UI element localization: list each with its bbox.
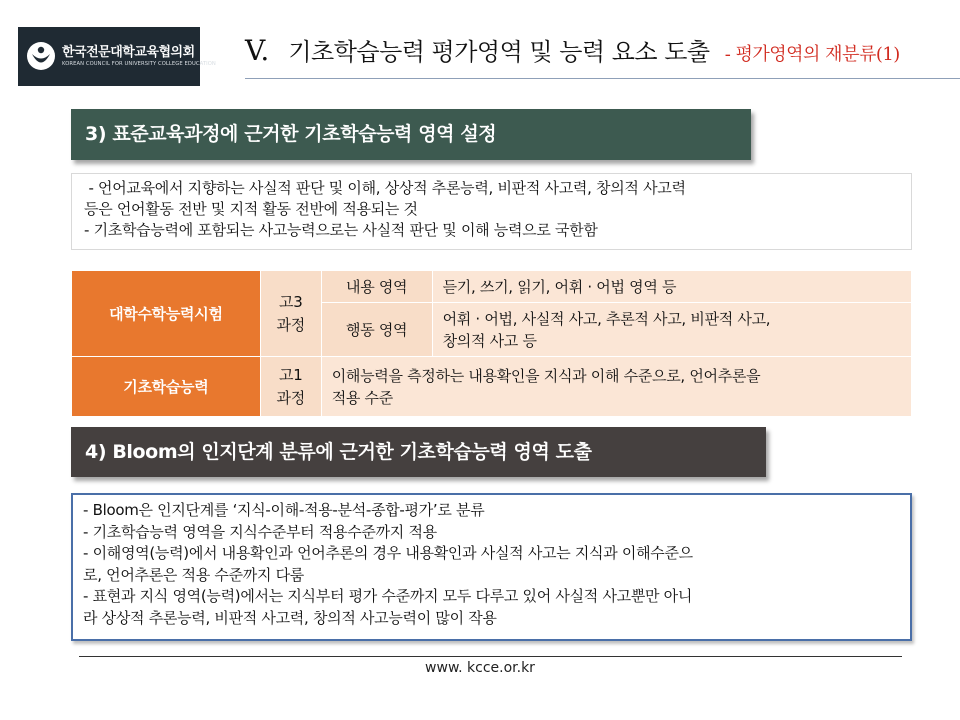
section3-line: 등은 언어활동 전반 및 지적 활동 전반에 적용되는 것 [84,200,418,218]
section4-line: - Bloom은 인지단계를 ‘지식-이해-적용-분석-종합-평가’로 분류 [83,501,485,519]
section4-line: - 기초학습능력 영역을 지식수준부터 적용수준까지 적용 [83,522,437,541]
table-category-basic: 기초학습능력 [72,357,261,417]
logo-english-name: KOREAN COUNCIL FOR UNIVERSITY COLLEGE EDUCATION [62,61,216,67]
section4-line: 라 상상적 추론능력, 비판적 사고력, 창의적 사고능력이 많이 작용 [83,608,497,627]
table-behavior-text: 어휘 · 어법, 사실적 사고, 추론적 사고, 비판적 사고, 창의적 사고 등 [432,303,911,357]
logo-korean-name: 한국전문대학교육협의회 [62,45,195,60]
council-logo [18,27,216,86]
section4-line: - 이해영역(능력)에서 내용확인과 언어추론의 경우 내용확인과 사실적 사고는 지식과 이해수준으 [83,544,693,562]
section3-text-box [71,173,912,250]
title-numeral: V. [245,34,270,67]
section3-line: - 언어교육에서 지향하는 사실적 판단 및 이해, 상상적 추론능력, 비판적 사고력, 창의적 사고력 [84,179,686,197]
comparison-table [71,270,912,417]
table-behavior-label: 행동 영역 [321,303,432,357]
footer-divider [79,656,902,657]
table-content-label: 내용 영역 [321,271,432,303]
table-content-text: 듣기, 쓰기, 읽기, 어휘 · 어법 영역 등 [432,271,911,303]
section4-text-box [71,493,912,641]
title-sub: - 평가영역의 재분류(1) [724,44,900,65]
council-emblem-icon [26,41,56,71]
slide-title [245,32,900,72]
table-category-csat: 대학수학능력시험 [72,271,261,357]
section3-line: - 기초학습능력에 포함되는 사고능력으로는 사실적 판단 및 이해 능력으로 국한함 [84,221,598,239]
table-basic-text: 이해능력을 측정하는 내용확인을 지식과 이해 수준으로, 언어추론을 적용 수준 [321,357,911,417]
section4-line: - 표현과 지식 영역(능력)에서는 지식부터 평가 수준까지 모두 다루고 있어 사실적 사고뿐만 아니 [83,587,693,605]
title-main: 기초학습능력 평가영역 및 능력 요소 도출 [288,38,710,66]
section4-line: 로, 언어추론은 적용 수준까지 다룸 [83,565,305,584]
section4-heading: 4) Bloom의 인지단계 분류에 근거한 기초학습능력 영역 도출 [71,427,766,477]
title-underline [245,78,960,79]
table-grade-high1: 고1 과정 [260,357,321,417]
table-grade-high3: 고3 과정 [260,271,321,357]
footer-url[interactable]: www. kcce.or.kr [425,660,535,676]
section3-heading: 3) 표준교육과정에 근거한 기초학습능력 영역 설정 [71,109,751,160]
